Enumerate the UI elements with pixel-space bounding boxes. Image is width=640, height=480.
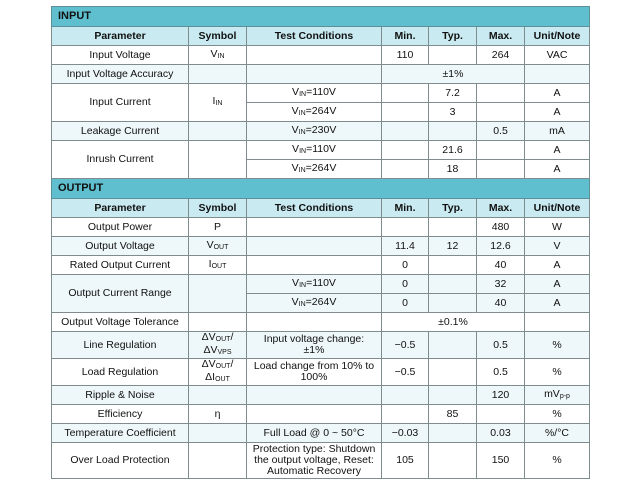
max-cell [477,84,525,103]
cond-cell [247,46,382,65]
cond-line: Automatic Recovery [267,465,361,477]
param-output-current-range: Output Current Range [52,275,189,313]
symbol-cell [189,141,247,179]
max-cell [477,141,525,160]
min-cell [382,84,429,103]
param-input-voltage: Input Voltage [52,46,189,65]
max-cell: 120 [477,386,525,405]
cond-prefix: V [292,276,300,289]
param-input-current: Input Current [52,84,189,122]
param-output-power: Output Power [52,218,189,237]
table-row-output-power [52,218,590,237]
table-row-input-current-a [52,84,590,103]
symbol-subscript: OUT [213,243,229,251]
min-cell: 105 [382,443,429,479]
min-cell [382,218,429,237]
symbol-load-regulation [189,359,247,386]
col-header-max: Max. [477,27,525,46]
table-row-leakage-current [52,122,590,141]
typ-cell [429,218,477,237]
cond-cell [247,359,382,386]
table-row-output-current-range-a [52,275,590,294]
col-header-unit: Unit/Note [525,27,590,46]
spec-table-container [51,6,589,479]
symbol-subscript: OUT [215,336,231,343]
cond-cell [247,256,382,275]
unit-cell: A [525,294,590,313]
symbol-subscript: VPS [217,349,232,356]
typ-cell: 3 [429,103,477,122]
unit-cell: A [525,84,590,103]
unit-subscript: p-p [559,392,570,400]
unit-base: mV [544,387,560,400]
symbol-subscript: IN [217,52,225,60]
cond-subscript: IN [299,147,307,155]
cond-cell [247,237,382,256]
cond-cell [247,122,382,141]
min-cell [382,103,429,122]
cond-cell [247,405,382,424]
table-row-inrush-current-a [52,141,590,160]
cond-subscript: IN [298,109,306,117]
output-section-title: OUTPUT [52,179,590,199]
cond-line: the output voltage, Reset: [254,454,374,466]
unit-cell [525,65,590,84]
col-header-test-conditions: Test Conditions [247,27,382,46]
cond-prefix: V [291,161,299,174]
typ-cell: 12 [429,237,477,256]
unit-cell: V [525,237,590,256]
typ-cell: 21.6 [429,141,477,160]
typ-cell [429,122,477,141]
min-cell: 11.4 [382,237,429,256]
cond-suffix: =110V [306,142,336,155]
col-header-test-conditions: Test Conditions [247,199,382,218]
symbol-subscript: IN [215,100,223,107]
typ-cell: 85 [429,405,477,424]
cond-line: Protection type: Shutdown [252,443,376,455]
col-header-parameter: Parameter [52,199,189,218]
symbol-base: V [210,47,218,60]
param-output-voltage: Output Voltage [52,237,189,256]
max-cell: 40 [477,294,525,313]
cond-cell [247,65,382,84]
symbol-p: P [189,218,247,237]
param-over-load-protection: Over Load Protection [52,443,189,479]
max-cell [477,405,525,424]
unit-cell: % [525,443,590,479]
param-inrush-current: Inrush Current [52,141,189,179]
typ-cell [429,386,477,405]
unit-cell: % [525,405,590,424]
cond-suffix: =110V [306,85,336,98]
col-header-typ: Typ. [429,199,477,218]
symbol-cell [189,313,247,332]
max-cell: 32 [477,275,525,294]
max-cell: 150 [477,443,525,479]
symbol-cell [189,443,247,479]
typ-cell [429,443,477,479]
unit-cell: A [525,141,590,160]
symbol-part: /ΔV [203,331,234,356]
cond-cell [247,313,382,332]
col-header-parameter: Parameter [52,27,189,46]
typ-cell: 7.2 [429,84,477,103]
table-row-input-voltage-accuracy [52,65,590,84]
unit-cell: % [525,359,590,386]
min-cell: 0 [382,294,429,313]
col-header-unit: Unit/Note [525,199,590,218]
col-header-min: Min. [382,199,429,218]
unit-cell: VAC [525,46,590,65]
cond-cell [247,386,382,405]
min-cell [382,405,429,424]
typ-cell [429,46,477,65]
cond-line: Load change from 10% to [253,360,375,372]
min-cell: −0.5 [382,359,429,386]
param-ripple-noise: Ripple & Noise [52,386,189,405]
symbol-cell [189,275,247,313]
max-cell [477,160,525,179]
cond-suffix: =230V [305,123,337,136]
cond-prefix: V [292,142,300,155]
cond-line: 100% [300,371,328,383]
min-cell: −0.5 [382,332,429,359]
min-cell: 0 [382,275,429,294]
cond-cell [247,294,382,313]
typ-cell: ±0.1% [382,313,525,332]
col-header-max: Max. [477,199,525,218]
max-cell: 264 [477,46,525,65]
cond-subscript: IN [299,90,307,98]
max-cell: 0.03 [477,424,525,443]
param-efficiency: Efficiency [52,405,189,424]
unit-cell: A [525,160,590,179]
typ-cell [429,294,477,313]
col-header-symbol: Symbol [189,27,247,46]
min-cell [382,386,429,405]
unit-cell: mA [525,122,590,141]
max-cell: 480 [477,218,525,237]
symbol-eta: η [189,405,247,424]
output-section-header [52,179,590,199]
table-row-rated-output-current [52,256,590,275]
max-cell: 40 [477,256,525,275]
param-rated-output-current: Rated Output Current [52,256,189,275]
cond-cell [247,141,382,160]
symbol-base: V [206,238,214,251]
symbol-cell [189,424,247,443]
unit-cell: W [525,218,590,237]
min-cell [382,141,429,160]
cond-suffix: =264V [305,161,337,174]
cond-subscript: IN [298,166,306,174]
cond-suffix: =264V [305,295,337,308]
symbol-vin [189,46,247,65]
symbol-subscript: OUT [211,262,227,270]
cond-prefix: V [291,104,299,117]
max-cell [477,103,525,122]
typ-cell [429,256,477,275]
output-column-headers [52,199,590,218]
unit-cell: A [525,256,590,275]
input-section-title: INPUT [52,7,590,27]
symbol-iout [189,256,247,275]
symbol-cell [189,122,247,141]
table-row-input-voltage [52,46,590,65]
symbol-part: /ΔI [205,358,234,383]
symbol-vout [189,237,247,256]
symbol-subscript: OUT [215,363,231,370]
unit-cell [525,386,590,405]
cond-cell [247,218,382,237]
unit-cell: % [525,332,590,359]
table-row-over-load-protection [52,443,590,479]
param-input-voltage-accuracy: Input Voltage Accuracy [52,65,189,84]
cond-cell [247,443,382,479]
symbol-cell [189,65,247,84]
typ-cell: ±1% [382,65,525,84]
table-row-output-voltage [52,237,590,256]
table-row-line-regulation [52,332,590,359]
typ-cell [429,275,477,294]
min-cell: 0 [382,256,429,275]
cond-cell [247,84,382,103]
table-row-load-regulation [52,359,590,386]
symbol-subscript: OUT [215,376,230,383]
cond-cell [247,275,382,294]
spec-table [51,6,590,479]
cond-subscript: IN [299,281,307,289]
symbol-iin [189,84,247,122]
symbol-cell [189,386,247,405]
min-cell: −0.03 [382,424,429,443]
symbol-base: I [208,257,212,270]
cond-subscript: IN [298,300,306,308]
table-row-efficiency [52,405,590,424]
cond-prefix: V [291,123,299,136]
cond-subscript: IN [298,128,306,136]
typ-cell: 18 [429,160,477,179]
symbol-part: ΔV [201,358,216,370]
max-cell: 0.5 [477,359,525,386]
cond-line: ±1% [303,344,325,356]
cond-cell [247,160,382,179]
typ-cell [429,332,477,359]
cond-suffix: =264V [305,104,337,117]
col-header-min: Min. [382,27,429,46]
param-load-regulation: Load Regulation [52,359,189,386]
symbol-line-regulation [189,332,247,359]
col-header-symbol: Symbol [189,199,247,218]
max-cell: 0.5 [477,122,525,141]
symbol-part: ΔV [201,331,216,343]
cond-prefix: V [291,295,299,308]
unit-cell: %/°C [525,424,590,443]
min-cell [382,122,429,141]
min-cell: 110 [382,46,429,65]
table-row-output-voltage-tolerance [52,313,590,332]
cond-line: Input voltage change: [263,333,365,345]
max-cell: 12.6 [477,237,525,256]
table-row-temperature-coefficient [52,424,590,443]
min-cell [382,160,429,179]
typ-cell [429,424,477,443]
param-output-voltage-tolerance: Output Voltage Tolerance [52,313,189,332]
param-line-regulation: Line Regulation [52,332,189,359]
input-column-headers [52,27,590,46]
cond-prefix: V [292,85,300,98]
typ-cell [429,359,477,386]
cond-cell: Full Load @ 0 ~ 50°C [247,424,382,443]
table-row-ripple-noise [52,386,590,405]
symbol-base: I [212,95,216,107]
max-cell: 0.5 [477,332,525,359]
unit-cell: A [525,275,590,294]
unit-cell: A [525,103,590,122]
cond-suffix: =110V [306,276,336,289]
unit-cell [525,313,590,332]
col-header-typ: Typ. [429,27,477,46]
input-section-header [52,7,590,27]
param-temperature-coefficient: Temperature Coefficient [52,424,189,443]
cond-cell [247,332,382,359]
cond-cell [247,103,382,122]
param-leakage-current: Leakage Current [52,122,189,141]
